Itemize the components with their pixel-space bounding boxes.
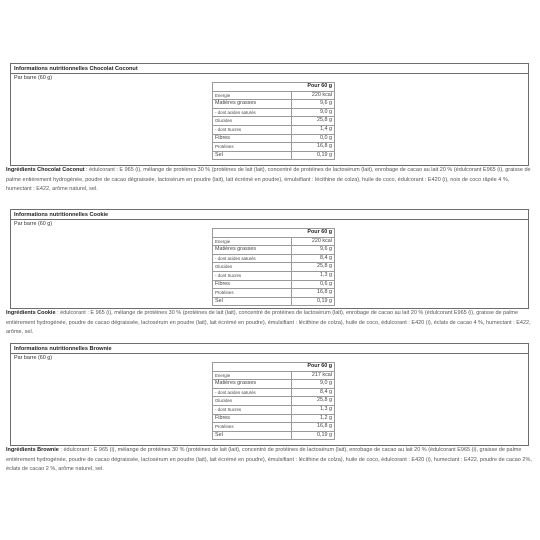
table-row — [213, 237, 335, 246]
serving-size: Par barre (60 g) — [14, 75, 53, 81]
row-label: Protéines — [213, 289, 292, 298]
table-row — [213, 263, 335, 272]
row-label: - dont acides saturés — [213, 388, 292, 397]
row-value: 9,0 g — [291, 108, 334, 117]
nutrition-section-cookie — [6, 209, 531, 338]
nutrition-table — [212, 82, 335, 160]
row-label: Glucides — [213, 397, 292, 406]
row-label: Fibres — [213, 414, 292, 423]
table-row — [213, 297, 335, 306]
row-value: 9,6 g — [291, 100, 334, 109]
ingredients-paragraph — [6, 309, 536, 338]
row-value: 25,8 g — [291, 263, 334, 272]
table-row — [213, 397, 335, 406]
panel-title: Informations nutritionnelles Cookie — [11, 210, 528, 220]
ingredients-text: : édulcorant : E 965 (i), mélange de protéines 30 % (protéines de lait (lait), concentré de protéines de lactosérum (lait), enrobage de cacao au lait 20 % (édulcorant E965 (i), graisse de palme entièrement hydrogénée, poudre de cacao dégraissée, lactosérum en poudre (lait), lait écrémé en poudre), émulsifiant : lécithine de colza), huile de coco, édulcorant : E420 (i), humectant : E422, poudre de cacao 2%, éclats de cacao 2 %, arôme naturel, sel. — [6, 447, 532, 473]
row-label: Energie — [213, 237, 292, 246]
table-row — [213, 125, 335, 134]
table-row — [213, 117, 335, 126]
row-label: Matières grasses — [213, 380, 292, 389]
ingredients-text: : édulcorant : E 965 (i), mélange de protéines 30 % (protéines de lait (lait), concentré de protéines de lactosérum (lait), enrobage de cacao au lait 20 % (édulcorant E965 (i), graisse de palme entièrement hydrogénée, poudre de cacao dégraissée, lactosérum en poudre (lait), lait écrémé en poudre), émulsifiant : lécithine de colza), huile de coco, édulcorant : E420 (i), éclats de cacao 4 %, humectant : E422, arôme, sel. — [6, 310, 531, 336]
column-header: Pour 60 g — [213, 229, 335, 238]
nutrition-table — [212, 362, 335, 440]
table-row — [213, 246, 335, 255]
column-header: Pour 60 g — [213, 363, 335, 372]
ingredients-paragraph — [6, 446, 536, 475]
column-header: Pour 60 g — [213, 83, 335, 92]
row-label: Energie — [213, 91, 292, 100]
row-label: - dont Sucres — [213, 271, 292, 280]
table-row — [213, 254, 335, 263]
row-label: Glucides — [213, 117, 292, 126]
table-row — [213, 151, 335, 160]
nutrition-panel — [10, 209, 529, 309]
row-value: 0,19 g — [291, 431, 334, 440]
row-label: Matières grasses — [213, 246, 292, 255]
table-row — [213, 371, 335, 380]
row-value: 16,8 g — [291, 289, 334, 298]
nutrition-table — [212, 228, 335, 306]
table-row — [213, 423, 335, 432]
ingredients-paragraph — [6, 166, 536, 195]
panel-title: Informations nutritionnelles Chocolat Coconut — [11, 64, 528, 74]
table-header-row — [213, 363, 335, 372]
row-value: 16,8 g — [291, 143, 334, 152]
row-value: 1,2 g — [291, 414, 334, 423]
serving-size: Par barre (60 g) — [14, 221, 53, 227]
ingredients-label: Ingrédients Brownie — [6, 447, 59, 453]
row-value: 0,0 g — [291, 134, 334, 143]
table-header-row — [213, 83, 335, 92]
row-label: Protéines — [213, 423, 292, 432]
row-value: 16,8 g — [291, 423, 334, 432]
table-row — [213, 91, 335, 100]
row-value: 0,19 g — [291, 151, 334, 160]
table-row — [213, 405, 335, 414]
row-label: Protéines — [213, 143, 292, 152]
table-row — [213, 100, 335, 109]
row-value: 1,4 g — [291, 125, 334, 134]
row-value: 0,6 g — [291, 280, 334, 289]
ingredients-label: Ingrédients Cookie — [6, 310, 56, 316]
row-label: - dont Sucres — [213, 405, 292, 414]
row-value: 9,0 g — [291, 380, 334, 389]
row-label: Glucides — [213, 263, 292, 272]
row-label: - dont Sucres — [213, 125, 292, 134]
ingredients-label: Ingrédients Chocolat Coconut — [6, 167, 85, 173]
nutrition-section-brownie — [6, 343, 532, 475]
serving-size: Par barre (60 g) — [14, 355, 53, 361]
nutrition-panel — [10, 343, 529, 446]
row-label: Fibres — [213, 280, 292, 289]
row-label: Sel — [213, 297, 292, 306]
row-label: Energie — [213, 371, 292, 380]
table-row — [213, 431, 335, 440]
table-row — [213, 380, 335, 389]
row-value: 9,6 g — [291, 246, 334, 255]
row-value: 0,19 g — [291, 297, 334, 306]
row-label: - dont acides saturés — [213, 254, 292, 263]
nutrition-section-chocolat-coconut — [6, 63, 531, 195]
row-value: 25,8 g — [291, 117, 334, 126]
row-value: 217 kcal — [291, 371, 334, 380]
row-value: 220 kcal — [291, 237, 334, 246]
table-row — [213, 271, 335, 280]
table-row — [213, 289, 335, 298]
table-row — [213, 388, 335, 397]
table-header-row — [213, 229, 335, 238]
row-value: 1,3 g — [291, 405, 334, 414]
row-value: 25,8 g — [291, 397, 334, 406]
ingredients-text: : édulcorant : E 965 (i), mélange de protéines 30 % (protéines de lait (lait), concentré de protéines de lactosérum (lait), enrobage de cacao au lait 20 % (édulcorant E965 (i), graisse de palme entièrement hydrogénée, poudre de cacao dégraissée, lactosérum en poudre (lait), lait écrémé en poudre), émulsifiant : lécithine de colza), huile de coco, édulcorant : E420 (i), noix de coco râpée 4 %, humectant : E422, arôme naturel, sel. — [6, 167, 531, 193]
table-row — [213, 134, 335, 143]
table-row — [213, 143, 335, 152]
row-label: - dont acides saturés — [213, 108, 292, 117]
row-label: Sel — [213, 151, 292, 160]
row-value: 8,4 g — [291, 254, 334, 263]
row-value: 220 kcal — [291, 91, 334, 100]
row-value: 8,4 g — [291, 388, 334, 397]
row-label: Sel — [213, 431, 292, 440]
row-value: 1,3 g — [291, 271, 334, 280]
nutrition-panel — [10, 63, 529, 166]
table-row — [213, 414, 335, 423]
row-label: Matières grasses — [213, 100, 292, 109]
row-label: Fibres — [213, 134, 292, 143]
table-row — [213, 108, 335, 117]
table-row — [213, 280, 335, 289]
panel-title: Informations nutritionnelles Brownie — [11, 344, 528, 354]
